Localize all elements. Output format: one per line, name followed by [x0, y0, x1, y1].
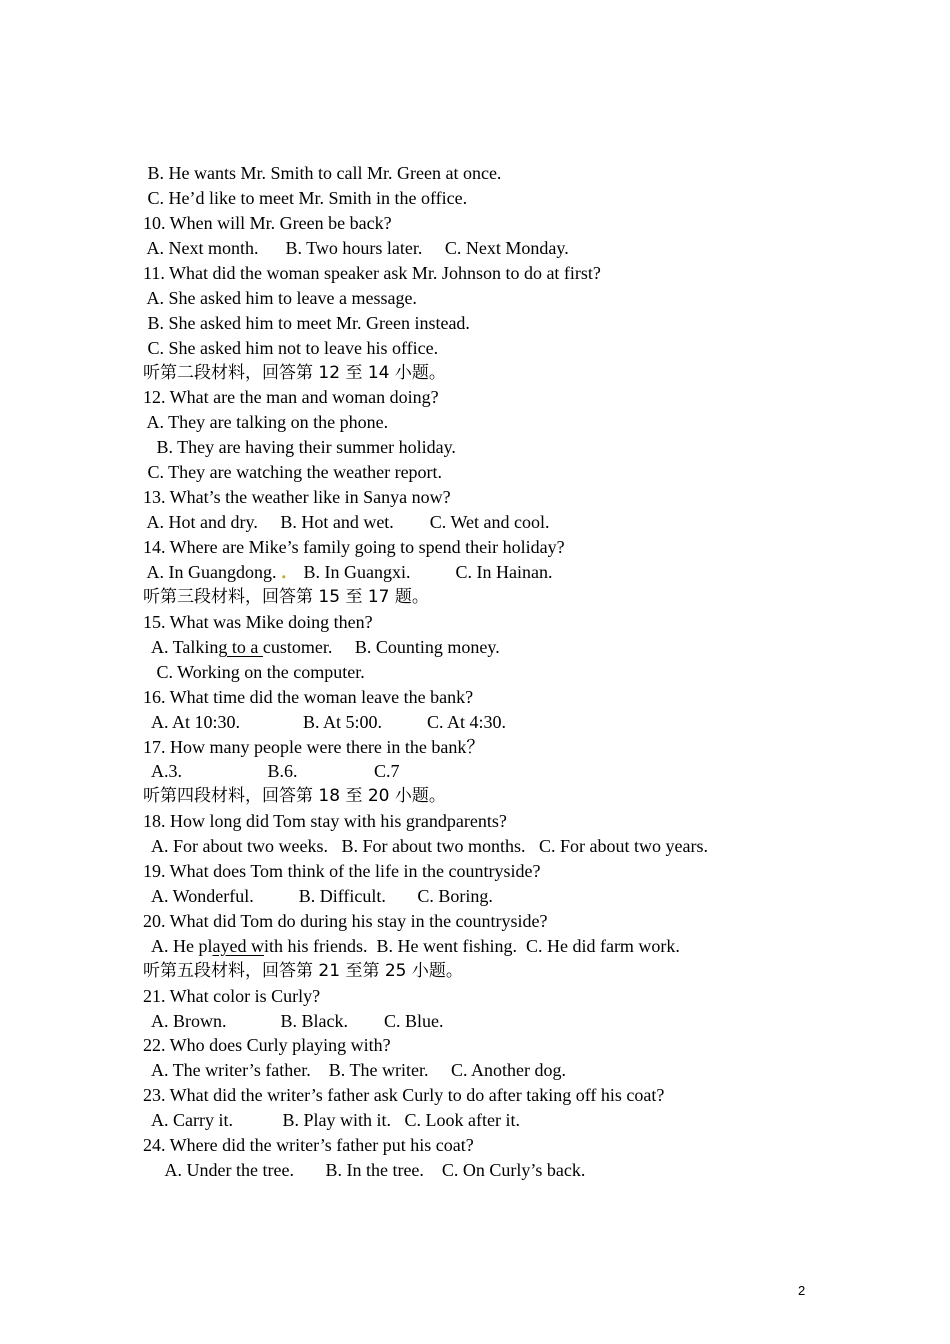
underlined-text: ayed w — [212, 936, 264, 956]
question-16: 16. What time did the woman leave the bank? — [143, 687, 474, 707]
option-11a: A. She asked him to leave a message. — [143, 288, 417, 308]
option-15a-end: customer. B. Counting money. — [262, 637, 500, 657]
options-24: A. Under the tree. B. In the tree. C. On Curly’s back. — [143, 1160, 586, 1180]
question-10: 10. When will Mr. Green be back? — [143, 213, 392, 233]
option-12c: C. They are watching the weather report. — [143, 462, 443, 482]
option-14a: A. In Guangdong. — [143, 562, 281, 582]
question-21: 21. What color is Curly? — [143, 986, 321, 1006]
section-heading-2: 听第二段材料，回答第 12 至 14 小题。 — [143, 363, 446, 383]
option-11b: B. She asked him to meet Mr. Green instead. — [143, 313, 470, 333]
question-13: 13. What’s the weather like in Sanya now? — [143, 487, 451, 507]
section-heading-5: 听第五段材料，回答第 21 至第 25 小题。 — [143, 961, 463, 981]
question-19: 19. What does Tom think of the life in the countryside? — [143, 861, 541, 881]
page-number: 2 — [798, 1283, 806, 1298]
question-15: 15. What was Mike doing then? — [143, 612, 373, 632]
options-17: A.3. B.6. C.7 — [143, 761, 400, 781]
option-20a-end: ith his friends. B. He went fishing. C. He did farm work. — [263, 936, 680, 956]
stray-mark: ． — [281, 562, 299, 582]
question-17: 17. How many people were there in the bank？ — [143, 737, 485, 757]
option-15c: C. Working on the computer. — [143, 662, 365, 682]
option-15a-start: A. Talkin — [143, 637, 219, 657]
section-heading-4: 听第四段材料，回答第 18 至 20 小题。 — [143, 786, 446, 806]
options-22: A. The writer’s father. B. The writer. C. Another dog. — [143, 1060, 566, 1080]
question-22: 22. Who does Curly playing with? — [143, 1035, 391, 1055]
question-24: 24. Where did the writer’s father put his coat? — [143, 1135, 474, 1155]
question-23: 23. What did the writer’s father ask Curly to do after taking off his coat? — [143, 1085, 665, 1105]
question-11: 11. What did the woman speaker ask Mr. Johnson to do at first? — [143, 263, 601, 283]
question-12: 12. What are the man and woman doing? — [143, 387, 439, 407]
options-14 — [143, 561, 552, 583]
option-12a: A. They are talking on the phone. — [143, 412, 389, 432]
question-18: 18. How long did Tom stay with his grandparents? — [143, 811, 507, 831]
options-20 — [143, 935, 680, 957]
options-10: A. Next month. B. Two hours later. C. Next Monday. — [143, 238, 569, 258]
options-19: A. Wonderful. B. Difficult. C. Boring. — [143, 886, 493, 906]
options-14bc: B. In Guangxi. C. In Hainan. — [299, 562, 553, 582]
options-23: A. Carry it. B. Play with it. C. Look after it. — [143, 1110, 520, 1130]
options-18: A. For about two weeks. B. For about two months. C. For about two years. — [143, 836, 708, 856]
section-heading-3: 听第三段材料，回答第 15 至 17 题。 — [143, 587, 429, 607]
underlined-text: g to a — [218, 637, 263, 657]
options-13: A. Hot and dry. B. Hot and wet. C. Wet and cool. — [143, 512, 550, 532]
question-14: 14. Where are Mike’s family going to spend their holiday? — [143, 537, 565, 557]
options-21: A. Brown. B. Black. C. Blue. — [143, 1011, 444, 1031]
option-9c: C. He’d like to meet Mr. Smith in the office. — [143, 188, 468, 208]
options-15ab — [143, 636, 500, 658]
question-20: 20. What did Tom do during his stay in the countryside? — [143, 911, 548, 931]
option-11c: C. She asked him not to leave his office. — [143, 338, 439, 358]
option-20a-start: A. He pl — [143, 936, 213, 956]
option-9b: B. He wants Mr. Smith to call Mr. Green at once. — [143, 163, 502, 183]
option-12b: B. They are having their summer holiday. — [143, 437, 456, 457]
options-16: A. At 10:30. B. At 5:00. C. At 4:30. — [143, 712, 507, 732]
